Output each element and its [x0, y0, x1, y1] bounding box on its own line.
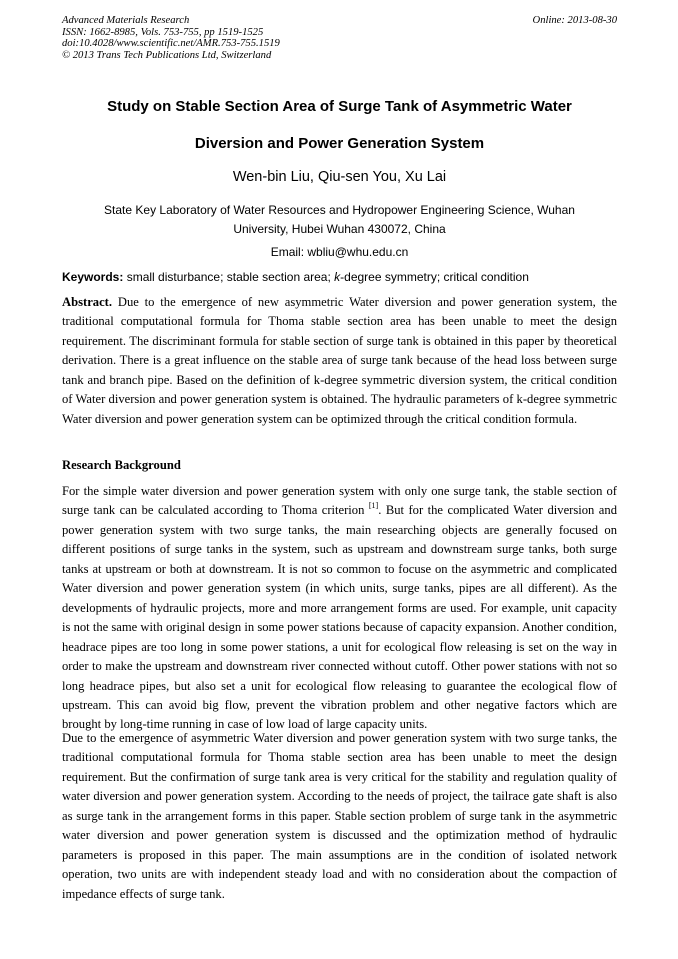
keywords-italic-k: k [334, 270, 341, 284]
citation-ref[interactable]: [1] [368, 501, 379, 511]
section-heading: Research Background [62, 458, 181, 472]
keywords-text-1: small disturbance; stable section area; [126, 270, 331, 284]
journal-name: Advanced Materials Research [62, 15, 190, 26]
journal-issn: ISSN: 1662-8985, Vols. 753-755, pp 1519-1525 [62, 26, 264, 38]
journal-header [62, 15, 617, 61]
journal-copyright: © 2013 Trans Tech Publications Ltd, Switzerland [62, 49, 272, 61]
body-paragraph-2: Due to the emergence of asymmetric Water diversion and power generation system with two surge tanks, the traditional computational formula for Thoma stable section area has been unable to meet the design requirement. But the confirmation of surge tank area is very critical for the stability and regulation quality of water diversion and power generation system. According to the needs of project, the tailrace gate shaft is also as surge tank in the arrangement forms in this paper. Stable section problem of surge tank in the asymmetric water diversion and power generation system is discussed and the optimization method of hydraulic parameters is proposed in this paper. The main assumptions are in the condition of isolated network operation, two units are with independent steady load and with no consideration about the compaction of impedance effects of surge tank. [62, 731, 617, 901]
journal-doi: doi:10.4028/www.scientific.net/AMR.753-755.1519 [62, 38, 280, 50]
abstract-label: Abstract. [62, 295, 113, 309]
body-paragraph-1 [62, 482, 617, 735]
affiliation: State Key Laboratory of Water Resources and Hydropower Engineering Science, Wuhan University, Hubei Wuhan 430072, China [104, 203, 575, 236]
title-line-2: Diversion and Power Generation System [194, 135, 485, 152]
body-paragraph-1-rest: . But for the complicated Water diversion and power generation system with two surge tanks, the main researching objects are generally focused on different positions of surge tanks in the system, such as upstream and downstream surge tanks, both surge tanks at upstream or both at downstream. It is not so common to focuse on the asymmetric and complicated Water diversion and power generation system (in which units, surge tanks, pipes are all different). As the developments of hydraulic projects, more and more arrangement forms are used. For example, unit capacity is not the same with original design in some power stations because of capacity expansion. Another condition, headrace pipes are too long in some power stations, a unit for ecological flow releasing is set on the way in order to make the upstream and downstream river connected without cutoff. Other power stations with not so long headrace pipes, but also set a unit for ecological flow releasing to guarantee the ecological flow of upstream. This can avoid big flow, prevent the vibration problem and other negative factors which are brought by long-time running in case of low load of large capacity units. [62, 503, 617, 732]
body-paragraph-1-start: For the simple water diversion and power generation system with only one surge tank, the stable section of surge tank can be calculated according to Thoma criterion [62, 484, 617, 518]
abstract-text: Due to the emergence of new asymmetric Water diversion and power generation system, the traditional computational formula for Thoma stable section area has been unable to meet the design requirement. The discriminant formula for stable section of surge tank is obtained in this paper by theoretical derivation. There is a great influence on the stable area of surge tank because of the head loss between surge tank and branch pipe. Based on the definition of k-degree symmetric diversion system, the critical condition of Water diversion and power generation system is obtained. The hydraulic parameters of k-degree symmetric Water diversion and power generation system can be optimized through the critical condition formula. [62, 295, 617, 426]
paper-title [62, 88, 617, 162]
abstract [62, 293, 617, 429]
author-email: Email: wbliu@whu.edu.cn [270, 245, 409, 259]
author-list: Wen-bin Liu, Qiu-sen You, Xu Lai [232, 169, 447, 185]
online-date: Online: 2013-08-30 [532, 15, 617, 26]
keywords-text-2: -degree symmetry; critical condition [340, 270, 529, 284]
keywords-label: Keywords: [62, 270, 124, 284]
keywords [62, 268, 617, 287]
title-line-1: Study on Stable Section Area of Surge Tank of Asymmetric Water [107, 98, 572, 115]
